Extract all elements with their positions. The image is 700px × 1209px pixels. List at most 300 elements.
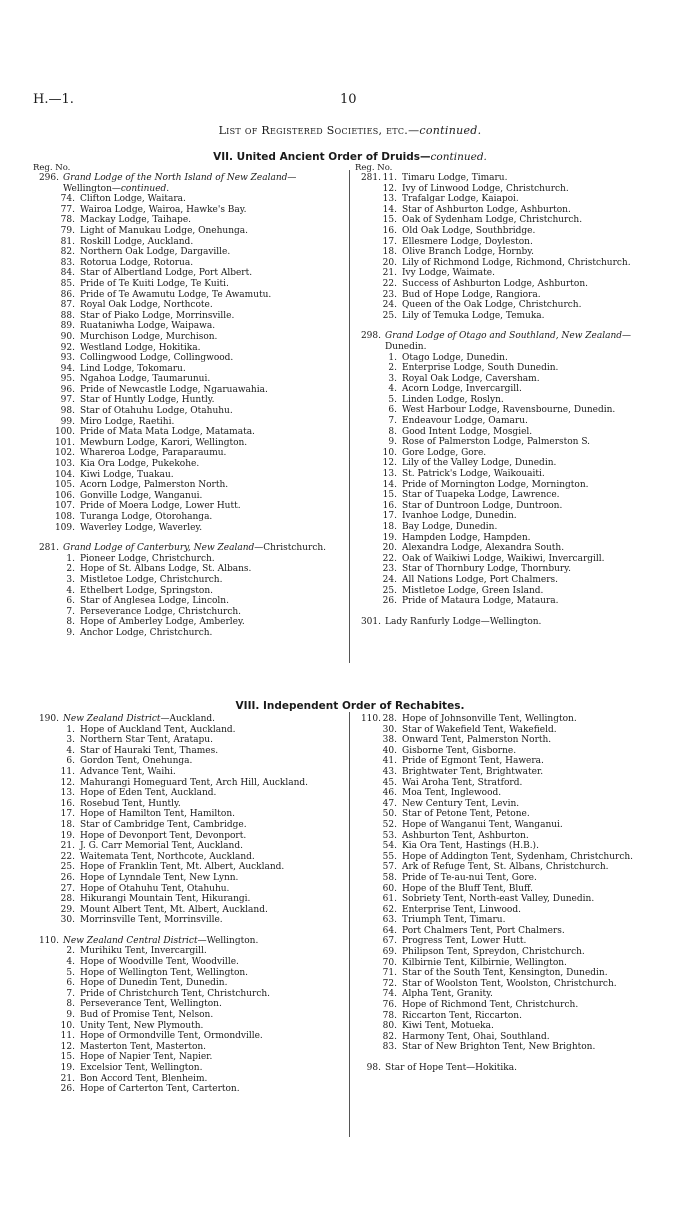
list-item [355,862,665,873]
item-number: 76. [382,1000,397,1011]
item-text: Philipson Tent, Spreydon, Christchurch. [402,947,585,958]
item-text: Gisborne Tent, Gisborne. [402,745,517,756]
list-item [355,511,665,522]
list-item [33,321,343,332]
list-item [355,799,665,810]
item-number: 86. [60,289,75,300]
item-text: Mahurangi Homeguard Tent, Arch Hill, Auckland. [80,777,309,788]
item-text: Lily of Richmond Lodge, Richmond, Christchurch. [402,257,631,268]
item-text: Bud of Promise Tent, Nelson. [80,1010,214,1021]
item-number: 16. [60,798,75,809]
item-text: Pioneer Lodge, Christchurch. [80,553,215,564]
group-name [385,331,665,352]
item-text: Star of Woolston Tent, Woolston, Christchurch. [402,978,617,989]
item-text: Light of Manukau Lodge, Onehunga. [80,225,248,236]
list-item [355,596,665,607]
list-item [355,947,665,958]
item-number: 26. [60,1084,75,1095]
list-item [33,258,343,269]
list-item [33,523,343,534]
list-title-cont: continued. [419,124,482,137]
list-item [33,480,343,491]
item-text: Rosebud Tent, Huntly. [80,798,181,809]
group-spacer [355,607,665,617]
item-text: Acorn Lodge, Invercargill. [402,384,522,395]
list-item [33,767,343,778]
regno-label-right: Reg. No. [355,163,393,173]
item-number: 79. [60,225,75,236]
item-text: Hampden Lodge, Hampden. [402,532,531,543]
item-text: Star of Duntroon Lodge, Duntroon. [402,500,563,511]
item-number: 88. [60,310,75,321]
item-text: Timaru Lodge, Timaru. [402,173,508,183]
item-text: Lind Lodge, Tokomaru. [80,363,186,374]
item-number: 26. [60,872,75,883]
item-number: 78. [60,215,75,226]
item-text: Enterprise Tent, Linwood. [402,904,521,915]
section-7-left-column [33,173,343,639]
group-heading [33,936,343,947]
list-item [355,501,665,512]
item-number: 102. [54,448,75,459]
item-number: 100. [54,427,75,438]
list-item [33,1021,343,1032]
list-item [355,237,665,248]
item-text: Onward Tent, Palmerston North. [402,735,552,746]
item-text: Hope of Eden Tent, Auckland. [80,788,217,799]
item-text: Otago Lodge, Dunedin. [402,352,508,363]
item-number: 62. [382,904,397,915]
item-number: 9. [66,627,75,638]
item-text: Hope of Dunedin Tent, Dunedin. [80,978,228,989]
item-text: Anchor Lodge, Christchurch. [80,627,213,638]
item-number: 97. [60,395,75,406]
item-number: 25. [382,585,397,596]
list-item [33,427,343,438]
list-item [355,363,665,374]
reg-number: 301. [360,616,381,627]
item-text: West Harbour Lodge, Ravensbourne, Dunedin. [402,405,616,416]
section-7-title-cont: continued. [430,151,487,163]
item-number: 94. [60,363,75,374]
item-number: 90. [60,331,75,342]
list-item [355,1011,665,1022]
list-item [33,831,343,842]
list-item [355,173,665,184]
list-item [33,841,343,852]
group-name-italic: New Zealand Central District [63,935,198,946]
item-number: 7. [388,416,397,427]
item-number: 18. [382,522,397,532]
item-number: 57. [382,862,397,873]
list-item [355,543,665,554]
item-number: 14. [382,479,397,490]
item-number: 54. [382,841,397,852]
item-number: 41. [382,756,397,767]
item-number: 19. [60,830,75,841]
list-item [33,194,343,205]
item-number: 107. [54,501,75,512]
item-number: 6. [66,596,75,607]
item-text: Star of Huntly Lodge, Huntly. [80,395,215,406]
item-number: 99. [60,416,75,427]
list-item [355,405,665,416]
item-text: Star of Thornbury Lodge, Thornbury. [402,564,571,575]
list-title-main: List of Registered Societies, etc.— [218,124,420,137]
list-item [33,894,343,905]
regno-label-left: Reg. No. [33,163,71,173]
list-item [355,226,665,237]
item-number: 12. [60,1041,75,1052]
list-item [33,809,343,820]
list-item [33,820,343,831]
list-item [33,470,343,481]
group-name-italic: New Zealand District [63,714,161,724]
item-text: Collingwood Lodge, Collingwood. [80,353,234,364]
item-number: 24. [382,300,397,311]
item-number: 80. [382,1021,397,1032]
item-text: Triumph Tent, Timaru. [402,915,506,926]
list-item [355,575,665,586]
item-number: 83. [382,1042,397,1053]
list-item [355,778,665,789]
item-number: 85. [60,278,75,289]
item-number: 1. [66,724,75,735]
item-text: Hope of Otahuhu Tent, Otahuhu. [80,883,230,894]
item-number: 77. [60,204,75,215]
list-item [355,905,665,916]
list-item [33,746,343,757]
item-text: Progress Tent, Lower Hutt. [402,936,527,947]
item-text: Pride of Te Awamutu Lodge, Te Awamutu. [80,289,272,300]
item-number: 2. [388,363,397,374]
item-text: Gonville Lodge, Wanganui. [80,490,203,501]
item-number: 83. [60,257,75,268]
item-text: Enterprise Lodge, South Dunedin. [402,363,559,374]
item-number: 40. [382,745,397,756]
column-divider [349,170,350,663]
item-text: Alpha Tent, Granity. [402,989,493,1000]
section-8-title: VIII. Independent Order of Rechabites. [235,700,465,712]
item-number: 11. [382,173,397,183]
item-text: Hope of Devonport Tent, Devonport. [80,830,247,841]
group-name [385,617,665,628]
group-spacer [33,533,343,543]
item-text: Gore Lodge, Gore. [402,447,487,458]
column-divider [349,712,350,1137]
section-7-title [0,151,700,163]
item-text: Riccarton Tent, Riccarton. [402,1010,522,1021]
item-text: Rose of Palmerston Lodge, Palmerston S. [402,437,591,448]
item-text: Northern Star Tent, Aratapu. [80,735,213,746]
item-text: Hope of Woodville Tent, Woodville. [80,957,239,968]
list-item [33,226,343,237]
list-item [33,332,343,343]
item-number: 8. [66,617,75,628]
list-item [33,725,343,736]
section-8-left-column [33,714,343,1095]
list-item [355,809,665,820]
item-text: Lily of the Valley Lodge, Dunedin. [402,458,557,469]
item-number: 108. [54,512,75,522]
item-number: 17. [382,511,397,522]
item-text: Hope of Johnsonville Tent, Wellington. [402,714,577,724]
item-number: 104. [54,469,75,480]
list-item [355,300,665,311]
item-text: Star of Cambridge Tent, Cambridge. [80,819,247,830]
list-item [33,1074,343,1085]
list-item [355,915,665,926]
item-text: Rotorua Lodge, Rotorua. [80,257,194,268]
item-number: 106. [54,490,75,501]
item-number: 2. [66,946,75,957]
item-text: Waverley Lodge, Waverley. [80,522,203,533]
item-number: 105. [54,480,75,491]
item-number: 30. [60,915,75,926]
item-text: Perseverance Tent, Wellington. [80,999,222,1010]
list-item [355,205,665,216]
list-item [33,905,343,916]
item-text: Pride of Te-au-nui Tent, Gore. [402,872,537,883]
list-item [33,1063,343,1074]
list-item [355,841,665,852]
list-item [355,279,665,290]
reg-number: 190. [38,714,59,724]
item-text: Pride of Newcastle Lodge, Ngaruawahia. [80,384,268,395]
list-item [33,279,343,290]
item-text: Mewburn Lodge, Karori, Wellington. [80,437,248,448]
list-item [355,936,665,947]
group-spacer [33,926,343,936]
list-item [355,533,665,544]
list-item [33,989,343,1000]
item-number: 43. [382,766,397,777]
list-item [33,343,343,354]
item-number: 71. [382,968,397,979]
item-text: St. Patrick's Lodge, Waikouaiti. [402,469,545,480]
list-item [33,364,343,375]
list-item [33,554,343,565]
item-number: 22. [382,553,397,564]
list-item [355,416,665,427]
item-text: Bon Accord Tent, Blenheim. [80,1073,208,1084]
item-text: Mistletoe Lodge, Green Island. [402,585,544,596]
group-heading [355,1063,665,1074]
item-number: 1. [66,553,75,564]
group-name [63,714,343,725]
item-text: Brightwater Tent, Brightwater. [402,766,544,777]
group-name [63,936,343,947]
item-text: Advance Tent, Waihi. [80,766,176,777]
item-number: 12. [382,183,397,194]
item-number: 6. [66,978,75,989]
list-item [355,788,665,799]
item-number: 64. [382,925,397,936]
item-text: Hope of Auckland Tent, Auckland. [80,724,236,735]
item-text: Hope of the Bluff Tent, Bluff. [402,883,533,894]
item-text: Acorn Lodge, Palmerston North. [80,480,229,491]
list-item [33,968,343,979]
list-item [355,194,665,205]
list-item [355,268,665,279]
item-number: 72. [382,978,397,989]
item-number: 14. [382,204,397,215]
list-item [355,374,665,385]
list-item [33,353,343,364]
item-text: Miro Lodge, Raetihi. [80,416,175,427]
list-item [355,1032,665,1043]
list-item [355,184,665,195]
item-number: 17. [60,809,75,820]
item-text: Star of Albertland Lodge, Port Albert. [80,268,253,279]
item-number: 109. [54,522,75,533]
item-text: Alexandra Lodge, Alexandra South. [402,543,565,554]
list-item [355,767,665,778]
item-text: Ashburton Tent, Ashburton. [402,830,529,841]
list-item [33,395,343,406]
item-text: Pride of Christchurch Tent, Christchurch. [80,988,271,999]
group-name-rest: Star of Hope Tent—Hokitika. [385,1063,517,1073]
list-item [355,926,665,937]
item-text: Mackay Lodge, Taihape. [80,215,192,226]
list-item [33,438,343,449]
list-item [33,300,343,311]
item-number: 30. [382,724,397,735]
item-text: Hope of Wellington Tent, Wellington. [80,967,249,978]
item-number: 24. [382,574,397,585]
list-item [33,290,343,301]
item-number: 17. [382,236,397,247]
item-number: 55. [382,851,397,862]
item-number: 28. [60,894,75,905]
item-number: 18. [382,247,397,258]
list-item [33,448,343,459]
item-number: 23. [382,289,397,300]
item-number: 21. [60,1073,75,1084]
item-text: Hope of Lynndale Tent, New Lynn. [80,872,239,883]
list-item [33,1042,343,1053]
item-number: 53. [382,830,397,841]
item-number: 78. [382,1010,397,1021]
list-item [355,735,665,746]
list-item [355,756,665,767]
group-spacer [355,321,665,331]
group-name-rest: —Dunedin. [385,331,632,352]
group-name [385,1063,665,1074]
item-number: 63. [382,915,397,926]
item-number: 25. [60,862,75,873]
item-number: 7. [66,606,75,617]
group-name-italic: Grand Lodge of the North Island of New Zealand [63,173,288,183]
group-name-rest: —Christchurch. [254,543,327,554]
item-number: 2. [66,564,75,575]
item-text: Hope of Franklin Tent, Mt. Albert, Auckland. [80,862,285,873]
list-item [355,958,665,969]
group-name-rest: Lady Ranfurly Lodge—Wellington. [385,616,542,627]
item-number: 28. [382,714,397,724]
item-number: 8. [66,999,75,1010]
group-name-rest: —Wellington— [63,173,297,194]
item-text: Royal Oak Lodge, Northcote. [80,300,213,311]
item-text: Moa Tent, Inglewood. [402,788,502,799]
item-number: 10. [382,447,397,458]
report-code: H.—1. [33,92,74,107]
item-text: Wairoa Lodge, Wairoa, Hawke's Bay. [80,204,247,215]
group-name-cont: continued. [120,183,170,194]
item-number: 16. [382,500,397,511]
list-item [355,247,665,258]
item-text: Hope of Wanganui Tent, Wanganui. [402,819,563,830]
item-text: Roskill Lodge, Auckland. [80,236,194,247]
list-item [355,554,665,565]
item-text: Olive Branch Lodge, Hornby. [402,247,535,258]
group-spacer [355,1053,665,1063]
list-item [33,957,343,968]
item-number: 81. [60,236,75,247]
list-item [355,427,665,438]
list-item [33,946,343,957]
reg-number: 110. [38,935,59,946]
reg-number: 110. [360,714,381,724]
item-number: 22. [382,278,397,289]
item-text: Clifton Lodge, Waitara. [80,194,186,205]
item-text: Endeavour Lodge, Oamaru. [402,416,528,427]
group-heading [33,173,343,194]
list-item [33,884,343,895]
item-text: Star of Wakefield Tent, Wakefield. [402,724,557,735]
item-text: Star of Petone Tent, Petone. [402,809,530,820]
item-number: 12. [60,777,75,788]
reg-number: 298. [360,331,381,342]
list-item [33,1010,343,1021]
item-text: Unity Tent, New Plymouth. [80,1020,204,1031]
list-item [33,385,343,396]
group-name-rest: —Auckland. [160,714,215,724]
item-text: Star of Tuapeka Lodge, Lawrence. [402,490,560,501]
item-text: New Century Tent, Levin. [402,798,520,809]
item-text: Excelsior Tent, Wellington. [80,1063,203,1073]
list-item [355,215,665,226]
item-text: Good Intent Lodge, Mosgiel. [402,426,533,437]
item-text: Gordon Tent, Onehunga. [80,756,193,767]
item-text: Northern Oak Lodge, Dargaville. [80,247,231,258]
item-text: Murihiku Tent, Invercargill. [80,946,207,957]
item-number: 25. [382,310,397,321]
item-number: 69. [382,947,397,958]
list-item [355,884,665,895]
list-item [33,215,343,226]
item-text: Harmony Tent, Ohai, Southland. [402,1031,550,1042]
item-number: 47. [382,798,397,809]
list-item [355,1000,665,1011]
item-number: 6. [388,405,397,416]
item-text: Kilbirnie Tent, Kilbirnie, Wellington. [402,957,567,968]
list-item [355,586,665,597]
list-item [33,586,343,597]
list-item [33,1031,343,1042]
list-item [33,596,343,607]
item-text: Waitemata Tent, Northcote, Auckland. [80,851,255,862]
item-number: 45. [382,777,397,788]
item-number: 95. [60,374,75,385]
item-text: Bay Lodge, Dunedin. [402,522,498,532]
item-number: 50. [382,809,397,820]
item-text: Ivanhoe Lodge, Dunedin. [402,511,517,522]
item-text: Hope of Hamilton Tent, Hamilton. [80,809,235,820]
section-7-right-column [355,173,665,627]
group-heading [355,617,665,628]
group-name-italic: Grand Lodge of Canterbury, New Zealand [63,543,255,554]
